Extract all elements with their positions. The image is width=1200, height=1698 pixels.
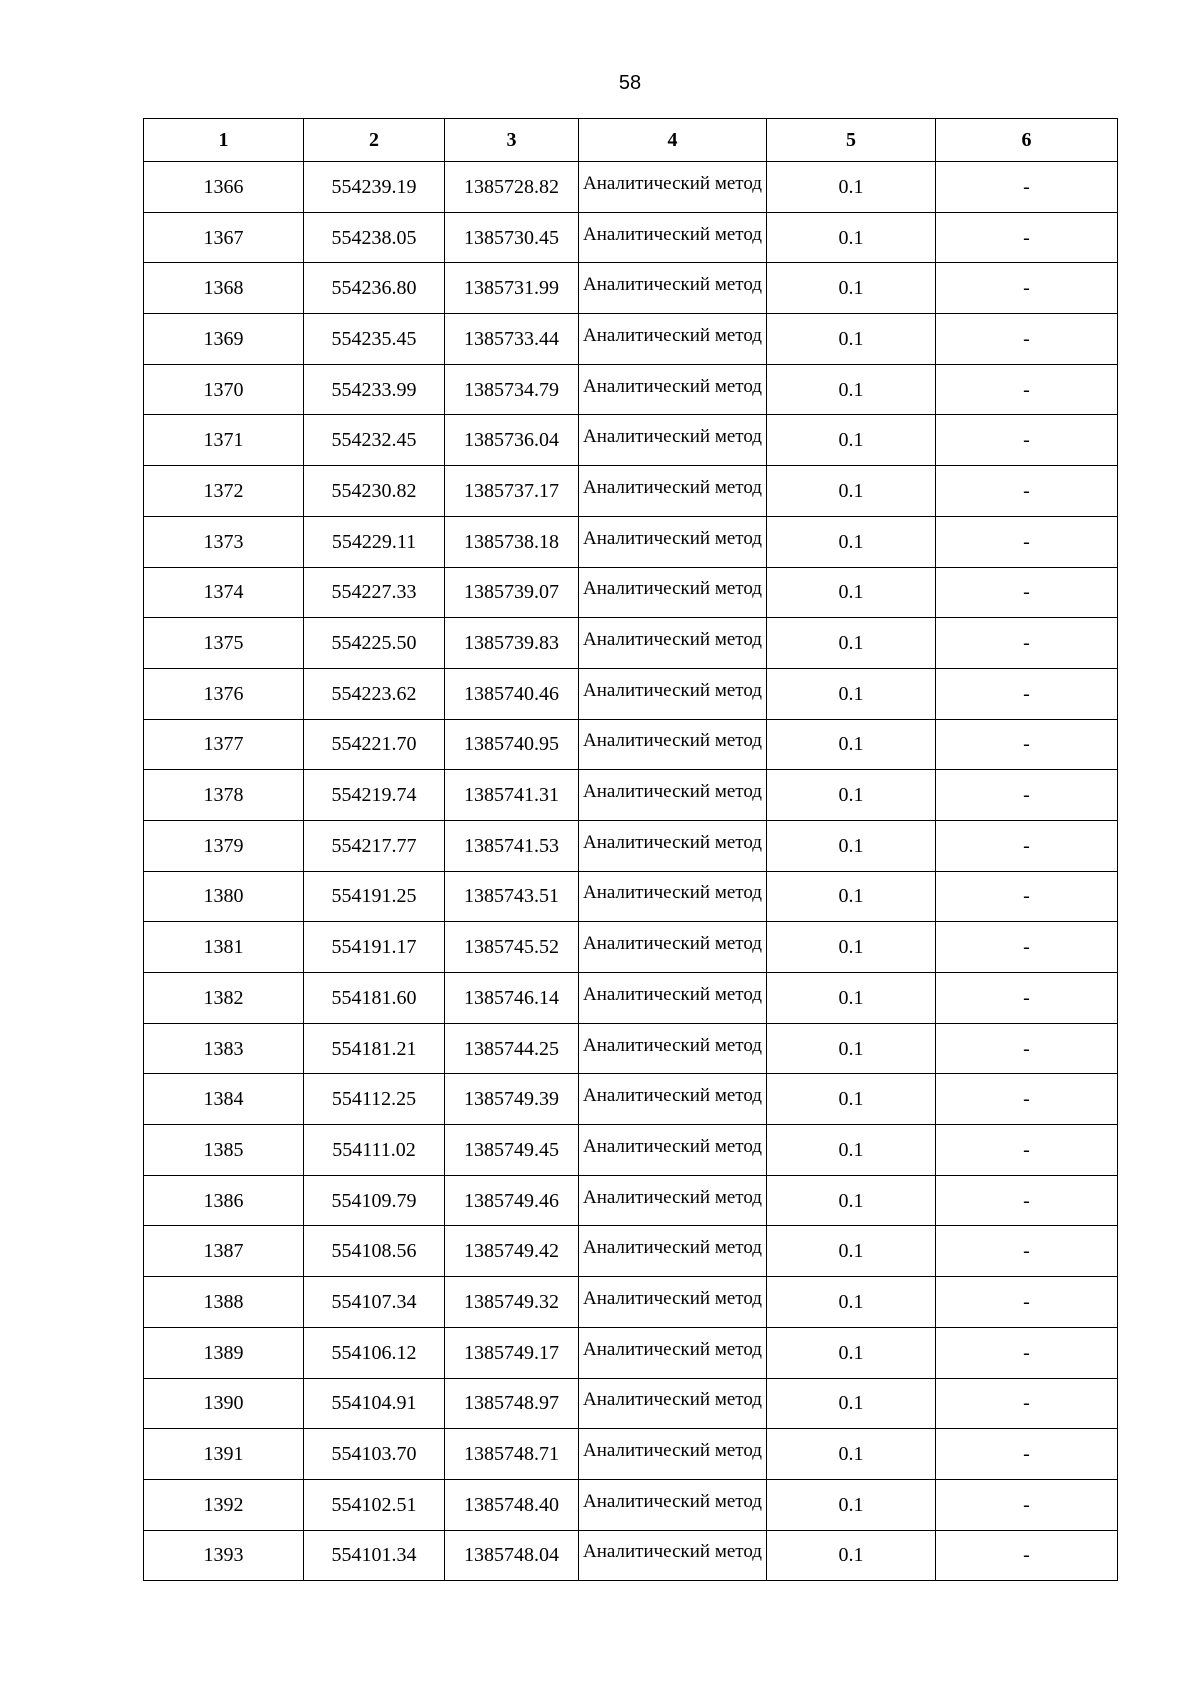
method-text: Аналитический метод bbox=[583, 933, 762, 955]
cell-y-coordinate: 1385741.53 bbox=[445, 820, 579, 871]
cell-x-coordinate: 554101.34 bbox=[304, 1530, 445, 1581]
page-number: 58 bbox=[618, 72, 642, 94]
cell-description: - bbox=[936, 1530, 1118, 1581]
method-text: Аналитический метод bbox=[583, 476, 762, 498]
table-row bbox=[144, 1429, 1118, 1480]
cell-y-coordinate: 1385748.04 bbox=[445, 1530, 579, 1581]
cell-y-coordinate: 1385749.39 bbox=[445, 1074, 579, 1125]
cell-accuracy: 0.1 bbox=[767, 263, 936, 314]
cell-point-number: 1374 bbox=[144, 567, 304, 618]
cell-accuracy: 0.1 bbox=[767, 820, 936, 871]
cell-point-number: 1380 bbox=[144, 871, 304, 922]
cell-point-number: 1387 bbox=[144, 1226, 304, 1277]
cell-y-coordinate: 1385731.99 bbox=[445, 263, 579, 314]
cell-point-number: 1390 bbox=[144, 1378, 304, 1429]
cell-description: - bbox=[936, 973, 1118, 1024]
cell-description: - bbox=[936, 162, 1118, 213]
cell-method bbox=[579, 1479, 767, 1530]
method-text: Аналитический метод bbox=[583, 527, 762, 549]
cell-x-coordinate: 554181.60 bbox=[304, 973, 445, 1024]
cell-method bbox=[579, 1277, 767, 1328]
table-row bbox=[144, 1023, 1118, 1074]
table-row bbox=[144, 871, 1118, 922]
cell-point-number: 1372 bbox=[144, 466, 304, 517]
cell-method bbox=[579, 1125, 767, 1176]
cell-point-number: 1392 bbox=[144, 1479, 304, 1530]
cell-description: - bbox=[936, 668, 1118, 719]
cell-accuracy: 0.1 bbox=[767, 567, 936, 618]
method-text: Аналитический метод bbox=[583, 274, 762, 296]
cell-y-coordinate: 1385749.45 bbox=[445, 1125, 579, 1176]
cell-accuracy: 0.1 bbox=[767, 668, 936, 719]
cell-method bbox=[579, 618, 767, 669]
cell-description: - bbox=[936, 1327, 1118, 1378]
cell-y-coordinate: 1385739.83 bbox=[445, 618, 579, 669]
cell-method bbox=[579, 1429, 767, 1480]
cell-y-coordinate: 1385740.46 bbox=[445, 668, 579, 719]
cell-point-number: 1393 bbox=[144, 1530, 304, 1581]
cell-accuracy: 0.1 bbox=[767, 1327, 936, 1378]
cell-x-coordinate: 554235.45 bbox=[304, 314, 445, 365]
cell-description: - bbox=[936, 516, 1118, 567]
cell-y-coordinate: 1385741.31 bbox=[445, 770, 579, 821]
table-row bbox=[144, 516, 1118, 567]
method-text: Аналитический метод bbox=[583, 1186, 762, 1208]
cell-x-coordinate: 554106.12 bbox=[304, 1327, 445, 1378]
header-col-2: 2 bbox=[304, 119, 445, 162]
cell-x-coordinate: 554233.99 bbox=[304, 364, 445, 415]
cell-description: - bbox=[936, 871, 1118, 922]
cell-point-number: 1373 bbox=[144, 516, 304, 567]
cell-accuracy: 0.1 bbox=[767, 212, 936, 263]
cell-method bbox=[579, 1226, 767, 1277]
method-text: Аналитический метод bbox=[583, 1135, 762, 1157]
cell-x-coordinate: 554232.45 bbox=[304, 415, 445, 466]
cell-point-number: 1381 bbox=[144, 922, 304, 973]
table-row bbox=[144, 1378, 1118, 1429]
table-row bbox=[144, 1125, 1118, 1176]
cell-accuracy: 0.1 bbox=[767, 1023, 936, 1074]
cell-y-coordinate: 1385748.71 bbox=[445, 1429, 579, 1480]
cell-description: - bbox=[936, 212, 1118, 263]
method-text: Аналитический метод bbox=[583, 1034, 762, 1056]
cell-point-number: 1389 bbox=[144, 1327, 304, 1378]
cell-accuracy: 0.1 bbox=[767, 162, 936, 213]
cell-description: - bbox=[936, 314, 1118, 365]
cell-accuracy: 0.1 bbox=[767, 314, 936, 365]
cell-y-coordinate: 1385733.44 bbox=[445, 314, 579, 365]
cell-y-coordinate: 1385745.52 bbox=[445, 922, 579, 973]
table-row bbox=[144, 212, 1118, 263]
cell-method bbox=[579, 1074, 767, 1125]
cell-y-coordinate: 1385743.51 bbox=[445, 871, 579, 922]
table-row bbox=[144, 719, 1118, 770]
method-text: Аналитический метод bbox=[583, 730, 762, 752]
cell-accuracy: 0.1 bbox=[767, 719, 936, 770]
cell-point-number: 1375 bbox=[144, 618, 304, 669]
table-row bbox=[144, 314, 1118, 365]
method-text: Аналитический метод bbox=[583, 781, 762, 803]
cell-accuracy: 0.1 bbox=[767, 1277, 936, 1328]
cell-description: - bbox=[936, 618, 1118, 669]
cell-x-coordinate: 554103.70 bbox=[304, 1429, 445, 1480]
cell-y-coordinate: 1385739.07 bbox=[445, 567, 579, 618]
cell-x-coordinate: 554223.62 bbox=[304, 668, 445, 719]
cell-x-coordinate: 554109.79 bbox=[304, 1175, 445, 1226]
cell-method bbox=[579, 314, 767, 365]
cell-description: - bbox=[936, 1226, 1118, 1277]
cell-y-coordinate: 1385749.46 bbox=[445, 1175, 579, 1226]
cell-x-coordinate: 554181.21 bbox=[304, 1023, 445, 1074]
method-text: Аналитический метод bbox=[583, 831, 762, 853]
cell-x-coordinate: 554112.25 bbox=[304, 1074, 445, 1125]
cell-accuracy: 0.1 bbox=[767, 1125, 936, 1176]
cell-method bbox=[579, 922, 767, 973]
cell-method bbox=[579, 719, 767, 770]
cell-accuracy: 0.1 bbox=[767, 1429, 936, 1480]
cell-description: - bbox=[936, 1378, 1118, 1429]
cell-accuracy: 0.1 bbox=[767, 922, 936, 973]
cell-x-coordinate: 554108.56 bbox=[304, 1226, 445, 1277]
header-row bbox=[144, 119, 1118, 162]
cell-description: - bbox=[936, 1074, 1118, 1125]
cell-point-number: 1369 bbox=[144, 314, 304, 365]
cell-accuracy: 0.1 bbox=[767, 973, 936, 1024]
table-row bbox=[144, 1074, 1118, 1125]
cell-description: - bbox=[936, 1429, 1118, 1480]
cell-method bbox=[579, 1023, 767, 1074]
table-row bbox=[144, 922, 1118, 973]
method-text: Аналитический метод bbox=[583, 324, 762, 346]
table-row bbox=[144, 973, 1118, 1024]
cell-method bbox=[579, 973, 767, 1024]
cell-point-number: 1385 bbox=[144, 1125, 304, 1176]
cell-point-number: 1382 bbox=[144, 973, 304, 1024]
cell-method bbox=[579, 415, 767, 466]
cell-method bbox=[579, 1175, 767, 1226]
header-col-4: 4 bbox=[579, 119, 767, 162]
method-text: Аналитический метод bbox=[583, 629, 762, 651]
cell-y-coordinate: 1385744.25 bbox=[445, 1023, 579, 1074]
cell-point-number: 1391 bbox=[144, 1429, 304, 1480]
method-text: Аналитический метод bbox=[583, 578, 762, 600]
table-row bbox=[144, 466, 1118, 517]
table-row bbox=[144, 415, 1118, 466]
table-row bbox=[144, 567, 1118, 618]
header-col-6: 6 bbox=[936, 119, 1118, 162]
method-text: Аналитический метод bbox=[583, 1287, 762, 1309]
cell-y-coordinate: 1385738.18 bbox=[445, 516, 579, 567]
cell-method bbox=[579, 466, 767, 517]
cell-description: - bbox=[936, 466, 1118, 517]
cell-y-coordinate: 1385749.42 bbox=[445, 1226, 579, 1277]
cell-description: - bbox=[936, 1277, 1118, 1328]
cell-method bbox=[579, 1378, 767, 1429]
cell-accuracy: 0.1 bbox=[767, 871, 936, 922]
cell-accuracy: 0.1 bbox=[767, 415, 936, 466]
cell-point-number: 1368 bbox=[144, 263, 304, 314]
method-text: Аналитический метод bbox=[583, 882, 762, 904]
method-text: Аналитический метод bbox=[583, 679, 762, 701]
cell-accuracy: 0.1 bbox=[767, 1530, 936, 1581]
cell-y-coordinate: 1385749.32 bbox=[445, 1277, 579, 1328]
cell-method bbox=[579, 263, 767, 314]
cell-y-coordinate: 1385736.04 bbox=[445, 415, 579, 466]
table-row bbox=[144, 668, 1118, 719]
cell-accuracy: 0.1 bbox=[767, 1378, 936, 1429]
cell-point-number: 1384 bbox=[144, 1074, 304, 1125]
table-row bbox=[144, 1479, 1118, 1530]
method-text: Аналитический метод bbox=[583, 1085, 762, 1107]
cell-description: - bbox=[936, 820, 1118, 871]
method-text: Аналитический метод bbox=[583, 1237, 762, 1259]
cell-point-number: 1377 bbox=[144, 719, 304, 770]
cell-x-coordinate: 554239.19 bbox=[304, 162, 445, 213]
cell-accuracy: 0.1 bbox=[767, 1479, 936, 1530]
cell-method bbox=[579, 516, 767, 567]
cell-method bbox=[579, 162, 767, 213]
cell-method bbox=[579, 212, 767, 263]
cell-point-number: 1378 bbox=[144, 770, 304, 821]
cell-point-number: 1383 bbox=[144, 1023, 304, 1074]
header-col-3: 3 bbox=[445, 119, 579, 162]
cell-description: - bbox=[936, 263, 1118, 314]
method-text: Аналитический метод bbox=[583, 1440, 762, 1462]
cell-description: - bbox=[936, 922, 1118, 973]
cell-point-number: 1367 bbox=[144, 212, 304, 263]
cell-x-coordinate: 554229.11 bbox=[304, 516, 445, 567]
table-body bbox=[144, 162, 1118, 1581]
cell-point-number: 1379 bbox=[144, 820, 304, 871]
method-text: Аналитический метод bbox=[583, 223, 762, 245]
cell-method bbox=[579, 1327, 767, 1378]
method-text: Аналитический метод bbox=[583, 1389, 762, 1411]
cell-point-number: 1388 bbox=[144, 1277, 304, 1328]
cell-method bbox=[579, 770, 767, 821]
cell-description: - bbox=[936, 364, 1118, 415]
method-text: Аналитический метод bbox=[583, 426, 762, 448]
cell-accuracy: 0.1 bbox=[767, 364, 936, 415]
table-row bbox=[144, 1327, 1118, 1378]
coordinates-table bbox=[143, 118, 1118, 1581]
cell-y-coordinate: 1385728.82 bbox=[445, 162, 579, 213]
cell-description: - bbox=[936, 1175, 1118, 1226]
cell-method bbox=[579, 364, 767, 415]
table-row bbox=[144, 1277, 1118, 1328]
cell-description: - bbox=[936, 719, 1118, 770]
table-row bbox=[144, 820, 1118, 871]
cell-y-coordinate: 1385748.40 bbox=[445, 1479, 579, 1530]
method-text: Аналитический метод bbox=[583, 1338, 762, 1360]
method-text: Аналитический метод bbox=[583, 1490, 762, 1512]
cell-accuracy: 0.1 bbox=[767, 1226, 936, 1277]
cell-x-coordinate: 554225.50 bbox=[304, 618, 445, 669]
method-text: Аналитический метод bbox=[583, 172, 762, 194]
table-header bbox=[144, 119, 1118, 162]
cell-x-coordinate: 554227.33 bbox=[304, 567, 445, 618]
cell-y-coordinate: 1385740.95 bbox=[445, 719, 579, 770]
cell-point-number: 1386 bbox=[144, 1175, 304, 1226]
cell-y-coordinate: 1385746.14 bbox=[445, 973, 579, 1024]
table-row bbox=[144, 770, 1118, 821]
cell-x-coordinate: 554238.05 bbox=[304, 212, 445, 263]
cell-x-coordinate: 554217.77 bbox=[304, 820, 445, 871]
cell-accuracy: 0.1 bbox=[767, 1074, 936, 1125]
cell-point-number: 1366 bbox=[144, 162, 304, 213]
cell-description: - bbox=[936, 1023, 1118, 1074]
cell-y-coordinate: 1385734.79 bbox=[445, 364, 579, 415]
table-row bbox=[144, 364, 1118, 415]
cell-x-coordinate: 554230.82 bbox=[304, 466, 445, 517]
method-text: Аналитический метод bbox=[583, 1541, 762, 1563]
cell-method bbox=[579, 820, 767, 871]
cell-y-coordinate: 1385749.17 bbox=[445, 1327, 579, 1378]
cell-x-coordinate: 554219.74 bbox=[304, 770, 445, 821]
cell-accuracy: 0.1 bbox=[767, 516, 936, 567]
cell-x-coordinate: 554111.02 bbox=[304, 1125, 445, 1176]
cell-accuracy: 0.1 bbox=[767, 466, 936, 517]
cell-accuracy: 0.1 bbox=[767, 770, 936, 821]
cell-method bbox=[579, 668, 767, 719]
cell-accuracy: 0.1 bbox=[767, 1175, 936, 1226]
cell-y-coordinate: 1385748.97 bbox=[445, 1378, 579, 1429]
cell-accuracy: 0.1 bbox=[767, 618, 936, 669]
table-row bbox=[144, 162, 1118, 213]
cell-x-coordinate: 554107.34 bbox=[304, 1277, 445, 1328]
cell-description: - bbox=[936, 770, 1118, 821]
cell-point-number: 1376 bbox=[144, 668, 304, 719]
method-text: Аналитический метод bbox=[583, 375, 762, 397]
header-col-1: 1 bbox=[144, 119, 304, 162]
cell-description: - bbox=[936, 1479, 1118, 1530]
table-row bbox=[144, 263, 1118, 314]
cell-x-coordinate: 554191.25 bbox=[304, 871, 445, 922]
table-row bbox=[144, 1226, 1118, 1277]
cell-x-coordinate: 554102.51 bbox=[304, 1479, 445, 1530]
cell-y-coordinate: 1385730.45 bbox=[445, 212, 579, 263]
cell-description: - bbox=[936, 1125, 1118, 1176]
header-col-5: 5 bbox=[767, 119, 936, 162]
cell-description: - bbox=[936, 567, 1118, 618]
table-row bbox=[144, 618, 1118, 669]
table-row bbox=[144, 1175, 1118, 1226]
cell-point-number: 1370 bbox=[144, 364, 304, 415]
table-row bbox=[144, 1530, 1118, 1581]
cell-x-coordinate: 554104.91 bbox=[304, 1378, 445, 1429]
cell-method bbox=[579, 871, 767, 922]
cell-method bbox=[579, 567, 767, 618]
method-text: Аналитический метод bbox=[583, 983, 762, 1005]
cell-description: - bbox=[936, 415, 1118, 466]
cell-x-coordinate: 554191.17 bbox=[304, 922, 445, 973]
cell-y-coordinate: 1385737.17 bbox=[445, 466, 579, 517]
cell-point-number: 1371 bbox=[144, 415, 304, 466]
cell-x-coordinate: 554221.70 bbox=[304, 719, 445, 770]
cell-method bbox=[579, 1530, 767, 1581]
cell-x-coordinate: 554236.80 bbox=[304, 263, 445, 314]
